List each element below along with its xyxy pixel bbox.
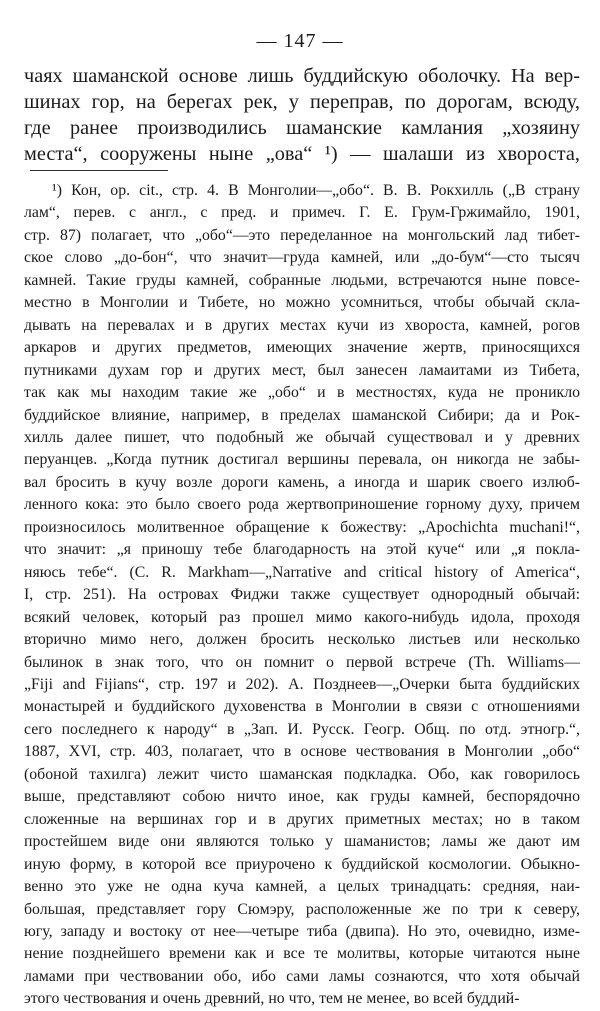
body-text [24,63,580,167]
footnote-line: венно это уже не одна куча камней, а целых тринадцать: средняя, наи- [24,878,580,896]
footnote-line: аркаров и других предметов, имеющих значение жертв, приносящихся [24,339,580,357]
body-line: где ранее производились шаманские камлания „хозяину [24,117,580,139]
footnote-line: что значит: „я приношу тебе благодарность на этой куче“ или „я покла- [24,541,580,559]
footnote-separator [30,170,168,171]
footnote-line: сложенные на вершинах гор и в других приметных местах; но в таком [24,810,580,828]
footnote-line: всякий человек, который раз прошел мимо какого-нибудь идола, проходя [24,608,580,626]
footnote-line: няюсь тебе“. (C. R. Markham—„Narrative and critical history of America“, [24,563,580,581]
footnote-line: монастырей и буддийского духовенства в Монголии в связи с отношениями [24,698,580,716]
footnote-line: вал бросить в кучу возле дороги камень, а иногда и шарик своего излюб- [24,473,580,491]
footnote-line: сего последнего к народу“ в „Зап. И. Русск. Геогр. Общ. по отд. этногр.“, [24,720,580,738]
footnote-line: этого чествования и очень древний, но что, тем не менее, во всей буддий- [24,990,520,1008]
footnote-line: произносилось молитвенное обращение к божеству: „Apochichta muchani!“, [24,518,580,536]
footnote-line: путниками духам гор и других мест, был занесен ламаитами из Тибета, [24,361,580,379]
footnote-line: (обоной тахилга) лежит чисто шаманская подкладка. Обо, как говорилось [24,765,580,783]
footnote-line: вторично мимо него, должен бросить несколько листьев или несколько [24,631,580,649]
footnote-line: буддийское влияние, например, в пределах шаманской Сибири; да и Рок- [24,406,580,424]
footnote-line: „Fiji and Fijians“, стр. 197 и 202). А. Позднеев—„Очерки быта буддийских [24,675,580,693]
footnote-line: I, стр. 251). На островах Фиджи также существует однородный обычай: [24,586,580,604]
body-line: шинах гор, на берегах рек, у переправ, по дорогам, всюду, [24,91,580,113]
body-line: места“, сооружены ныне „ова“ ¹) — шалаши из хвороста, [24,143,580,165]
footnote-line: ¹) Кон, op. cit., стр. 4. В Монголии—„обо“. В. В. Рокхилль („В страну [52,182,580,199]
footnote-line: нение позднейшего времени как и все те молитвы, которые читаются ныне [24,945,580,963]
footnote-line: ское слово „до-бон“, что значит—груда камней, или „до-бум“—сто тысяч [24,249,580,267]
footnote-line: югу, западу и востоку от нее—четыре тиба (двипа). Но это, очевидно, изме- [24,922,580,940]
footnote-line: 1887, XVI, стр. 403, полагает, что в основе чествования в Монголии „обо“ [24,743,580,761]
footnote-line: хилль далее пишет, что подобный же обычай существовал и у древних [24,428,580,446]
footnote-line: камней. Такие груды камней, собранные людьми, встречаются ныне повсе- [24,271,580,289]
page-number: — 147 — [256,30,344,52]
footnote-line: дывать на перевалах и в других местах кучи из хвороста, камней, рогов [24,316,580,334]
footnote-text [24,180,580,1011]
footnote-line: иную форму, в которой все приурочено к буддийской космологии. Обыкно- [24,855,580,873]
footnote-line: перуанцев. „Когда путник достигал вершины перевала, он никогда не забы- [24,451,580,469]
footnote-line: местно в Монголии и Тибете, но можно усомниться, чтобы обычай скла- [24,294,580,312]
footnote-line: выше, представляют собою ничто иное, как груды камней, беспорядочно [24,788,580,806]
footnote-line: ламами при чествовании обо, ибо сами ламы сознаются, что хотя обычай [24,967,580,985]
footnote-line: былинок в знак того, что он помнит о первой встрече (Th. Williams— [24,653,580,671]
footnote-line: простейшем виде они являются только у шаманистов; ламы же дают им [24,833,580,851]
footnote-line: ленного кока: это было своего рода жертвоприношение горному духу, причем [24,496,580,514]
footnote-line: стр. 87) полагает, что „обо“—это переделанное на монгольский лад тибет- [24,226,580,244]
footnote-line: лам“, перев. с англ., с пред. и примеч. Г. Е. Грум-Гржимайло, 1901, [24,204,580,222]
footnote-line: большая, представляет гору Сюмэру, расположенные же по три к северу, [24,900,580,918]
body-line: чаях шаманской основе лишь буддийскую оболочку. На вер- [24,65,580,87]
footnote-line: так как мы находим такие же „обо“ и в местностях, куда не проникло [24,384,580,402]
